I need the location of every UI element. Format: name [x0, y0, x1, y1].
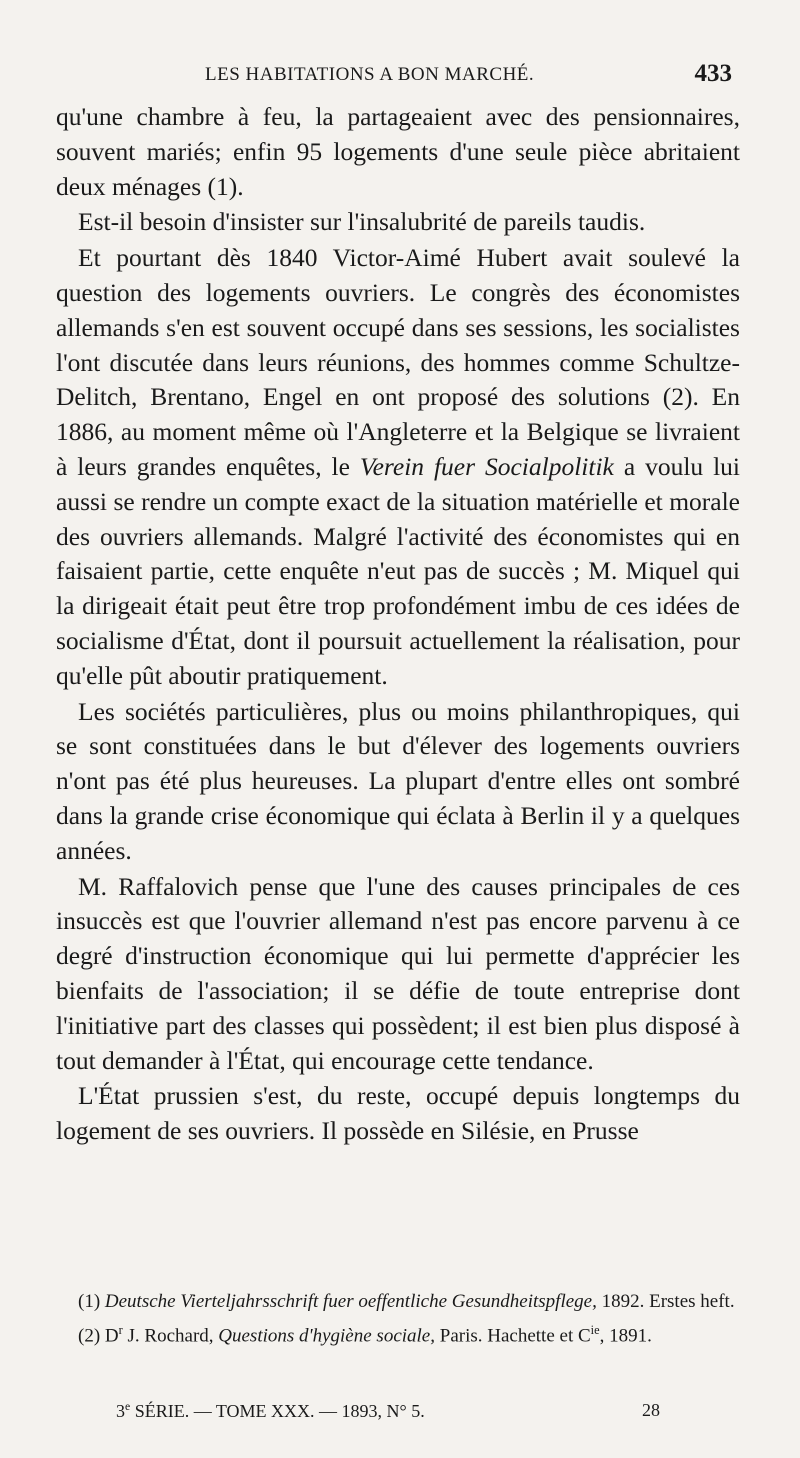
footnote-marker: (1): [78, 1291, 101, 1312]
footnote-title: Questions d'hygiène sociale,: [218, 1325, 435, 1347]
footnote: [56, 1318, 746, 1348]
superscript: e: [125, 1400, 131, 1413]
paragraph: [56, 241, 740, 693]
paragraph: Les sociétés particulières, plus ou moins philanthropiques, qui se sont constituées dans le but d'élever des logements ouvriers n'ont pas été plus heureuses. La plupart d'entre elles ont sombré dans la grande crise économique qui éclata à Berlin il y a quelques années.: [56, 696, 740, 865]
italic-title: Verein fuer Socialpolitik: [359, 451, 614, 481]
superscript: r: [118, 1323, 123, 1337]
page-header: [60, 58, 732, 92]
paragraph: Est-il besoin d'insister sur l'insalubrité de pareils taudis.: [78, 207, 646, 237]
footnote-text: 1892. Erstes heft.: [596, 1291, 735, 1312]
footnote-text: Paris. Hachette et C: [435, 1325, 591, 1347]
paragraph-text: Et pourtant dès 1840 Victor-Aimé Hubert avait soulevé la question des logements ouvriers. Le congrès des économistes allemands s'en est souvent occupé dans ses sessions, les socialistes l'ont discutée dans leurs réunions, des hommes comme Schultze-Delitch, Brentano, Engel en ont proposé des solutions (2). En 1886, au moment même où l'Angleterre et la Belgique se livraient à leurs grandes enquêtes, le: [56, 243, 740, 481]
paragraph: M. Raffalovich pense que l'une des causes principales de ces insuccès est que l'ouvrier allemand n'est pas encore parvenu à ce degré d'instruction économique qui lui permette d'apprécier les bienfaits de l'association; il se défie de toute entreprise dont l'initiative part des classes qui possèdent; il est bien plus disposé à tout demander à l'État, qui encourage cette tendance.: [56, 871, 740, 1075]
superscript: ie: [590, 1323, 600, 1337]
body-text: [56, 100, 740, 1149]
footnote-title: Deutsche Vierteljahrsschrift fuer oeffentliche Gesundheitspflege,: [104, 1291, 597, 1312]
footnote-text: J. Rochard,: [122, 1325, 219, 1347]
page-footer: [116, 1400, 660, 1422]
paragraph: qu'une chambre à feu, la partageaient avec des pensionnaires, souvent mariés; enfin 95 logements d'une seule pièce abritaient deux ménages (1).: [56, 102, 740, 201]
footnotes: [56, 1290, 746, 1352]
signature-mark: 28: [642, 1400, 660, 1420]
running-head: LES HABITATIONS A BON MARCHÉ.: [205, 64, 535, 85]
footnote: [56, 1290, 746, 1314]
page-number: 433: [694, 60, 732, 87]
footnote-text: , 1891.: [599, 1325, 652, 1347]
paragraph-text: a voulu lui aussi se rendre un compte exact de la situation matérielle et morale des ouvriers allemands. Malgré l'activité des économistes qui en faisaient partie, cette enquête n'eut pas de succès ; M. Miquel qui la dirigeait était peut être trop profondément imbu de ces idées de socialisme d'État, dont il poursuit actuellement la réalisation, pour qu'elle pût aboutir pratiquement.: [56, 451, 741, 690]
paragraph: L'État prussien s'est, du reste, occupé depuis longtemps du logement de ses ouvriers. Il possède en Silésie, en Prusse: [56, 1081, 740, 1146]
series-number: 3: [116, 1401, 125, 1421]
footnote-text: D: [100, 1325, 119, 1347]
series-line: [116, 1401, 425, 1421]
series-text: SÉRIE. — TOME XXX. — 1893, N° 5.: [130, 1401, 425, 1421]
footnote-marker: (2): [78, 1325, 101, 1347]
